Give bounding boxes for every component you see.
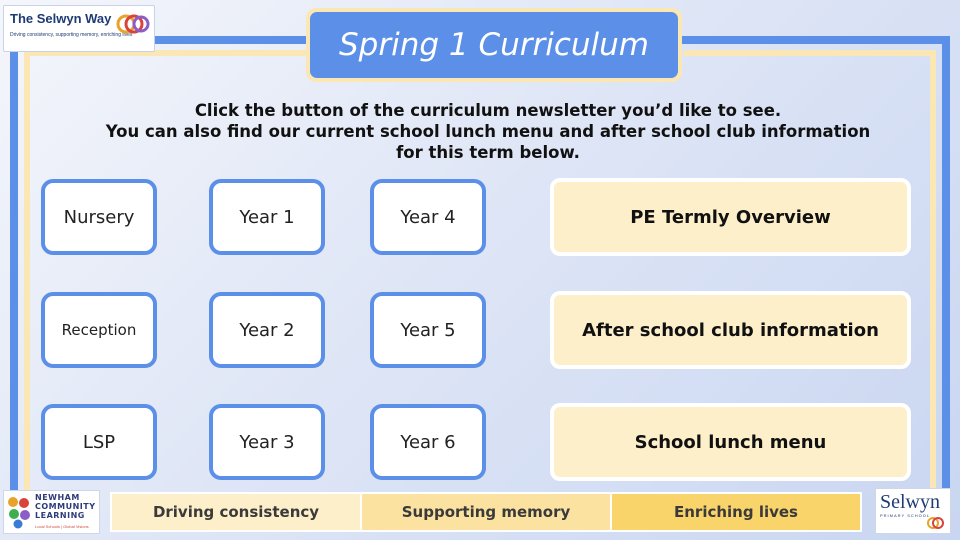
title-banner	[306, 8, 682, 82]
school-name: Selwyn	[880, 491, 940, 513]
frame-right-bar	[942, 36, 950, 506]
frame-top-right-bar	[680, 36, 950, 44]
logo-line-2: COMMUNITY	[35, 502, 96, 511]
lunch-menu-button[interactable]: School lunch menu	[550, 403, 911, 481]
people-cluster-icon	[7, 495, 31, 529]
value-supporting-memory: Supporting memory	[362, 494, 612, 530]
logo-line-3: LEARNING	[35, 511, 85, 520]
year-1-button[interactable]: Year 1	[209, 179, 325, 255]
values-banner	[110, 492, 862, 532]
frame-left-bar	[10, 36, 18, 506]
frame-inner-top-right	[684, 50, 936, 56]
year-3-button[interactable]: Year 3	[209, 404, 325, 480]
year-2-button[interactable]: Year 2	[209, 292, 325, 368]
instruction-line-3: for this term below.	[396, 143, 580, 162]
pe-overview-button[interactable]: PE Termly Overview	[550, 178, 911, 256]
logo-name: The Selwyn Way	[10, 11, 112, 26]
selwyn-primary-logo	[875, 488, 951, 534]
frame-inner-right	[930, 50, 936, 500]
year-4-button[interactable]: Year 4	[370, 179, 486, 255]
logo-tagline: Local Schools | Global Visions	[35, 524, 89, 529]
instruction-line-2: You can also find our current school lunch menu and after school club information	[105, 122, 871, 141]
rings-icon	[926, 515, 946, 531]
nursery-button[interactable]: Nursery	[41, 179, 157, 255]
logo-line-1: NEWHAM	[35, 493, 80, 502]
year-6-button[interactable]: Year 6	[370, 404, 486, 480]
reception-button[interactable]: Reception	[41, 292, 157, 368]
rings-icon	[116, 12, 150, 36]
year-5-button[interactable]: Year 5	[370, 292, 486, 368]
school-subtitle: PRIMARY SCHOOL	[880, 513, 931, 518]
logo-tagline: Driving consistency, supporting memory, enriching lives	[10, 32, 133, 38]
page-title: Spring 1 Curriculum	[310, 12, 678, 78]
after-school-club-button[interactable]: After school club information	[550, 291, 911, 369]
newham-community-learning-logo	[3, 490, 100, 534]
instructions	[60, 100, 916, 163]
value-enriching-lives: Enriching lives	[612, 494, 860, 530]
value-driving-consistency: Driving consistency	[112, 494, 362, 530]
lsp-button[interactable]: LSP	[41, 404, 157, 480]
instruction-line-1: Click the button of the curriculum newsletter you’d like to see.	[194, 101, 782, 120]
selwyn-way-logo	[3, 5, 155, 52]
frame-inner-left	[24, 50, 30, 500]
